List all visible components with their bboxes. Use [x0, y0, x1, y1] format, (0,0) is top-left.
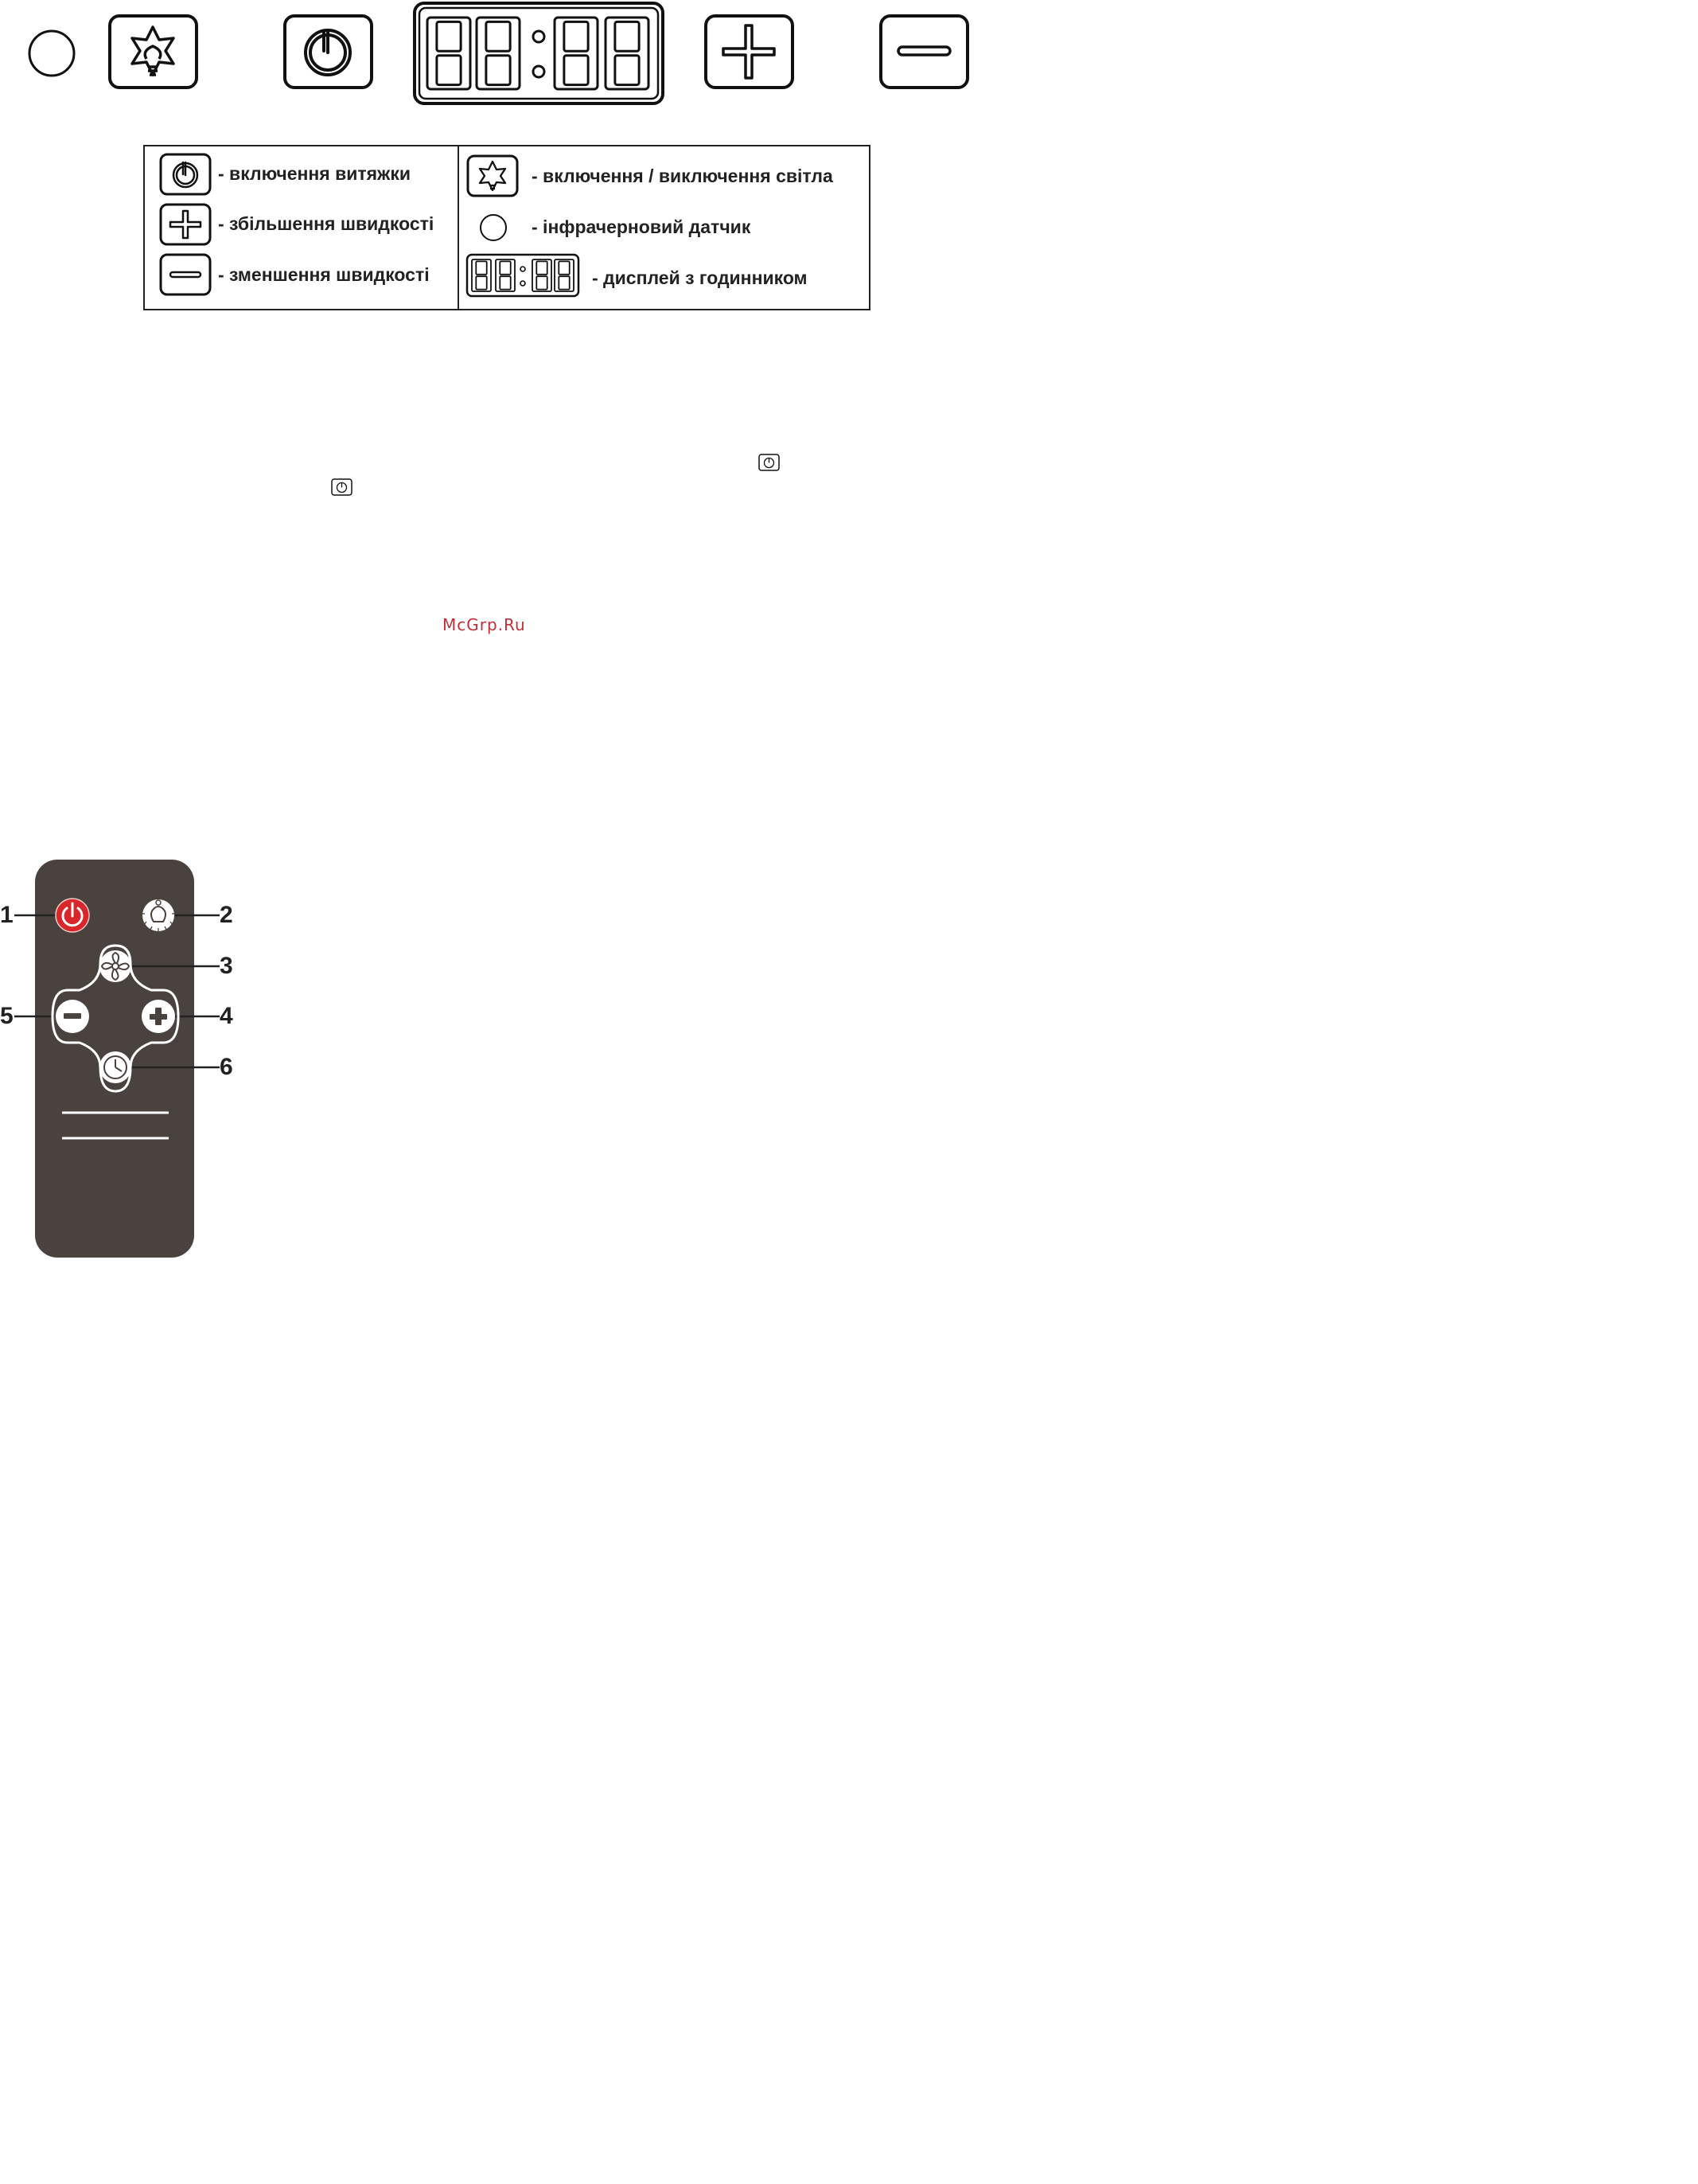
callout-1: 1 [0, 902, 14, 928]
ir-sensor-icon [28, 29, 76, 77]
speed-minus-button[interactable] [879, 14, 969, 89]
remote-minus-button [56, 1000, 89, 1033]
remote-fan-button [99, 950, 131, 982]
legend-light-icon [466, 154, 519, 197]
legend-sensor-label: - інфрачерновий датчик [532, 216, 751, 237]
callout-4: 4 [220, 1003, 233, 1029]
remote-buttons [0, 860, 239, 1248]
inline-power-icon [758, 454, 780, 471]
speed-plus-button[interactable] [704, 14, 794, 89]
legend-display-label: - дисплей з годинником [592, 267, 808, 288]
legend-minus-icon [159, 253, 212, 296]
callout-5: 5 [0, 1003, 14, 1029]
control-panel [0, 0, 972, 111]
legend-minus-label: - зменшення швидкості [218, 264, 430, 285]
legend-power-label: - включення витяжки [218, 163, 411, 184]
remote-timer-button [99, 1051, 131, 1083]
light-button[interactable] [108, 14, 198, 89]
inline-power-icon [331, 478, 352, 496]
clock-display [413, 2, 664, 105]
power-button[interactable] [283, 14, 373, 89]
remote-plus-button [142, 1000, 175, 1033]
remote-power-button [56, 899, 89, 932]
callout-3: 3 [220, 953, 233, 979]
legend-light-label: - включення / виключення світла [532, 166, 833, 186]
legend-divider [458, 145, 459, 310]
legend-sensor-icon [479, 213, 508, 242]
legend-display-icon [465, 253, 580, 298]
legend-power-icon [159, 153, 212, 196]
legend-plus-label: - збільшення швидкості [218, 213, 434, 234]
callout-6: 6 [220, 1054, 233, 1080]
remote-light-button [142, 899, 175, 931]
callout-2: 2 [220, 902, 233, 928]
watermark: McGrp.Ru [442, 615, 526, 634]
legend-plus-icon [159, 203, 212, 246]
